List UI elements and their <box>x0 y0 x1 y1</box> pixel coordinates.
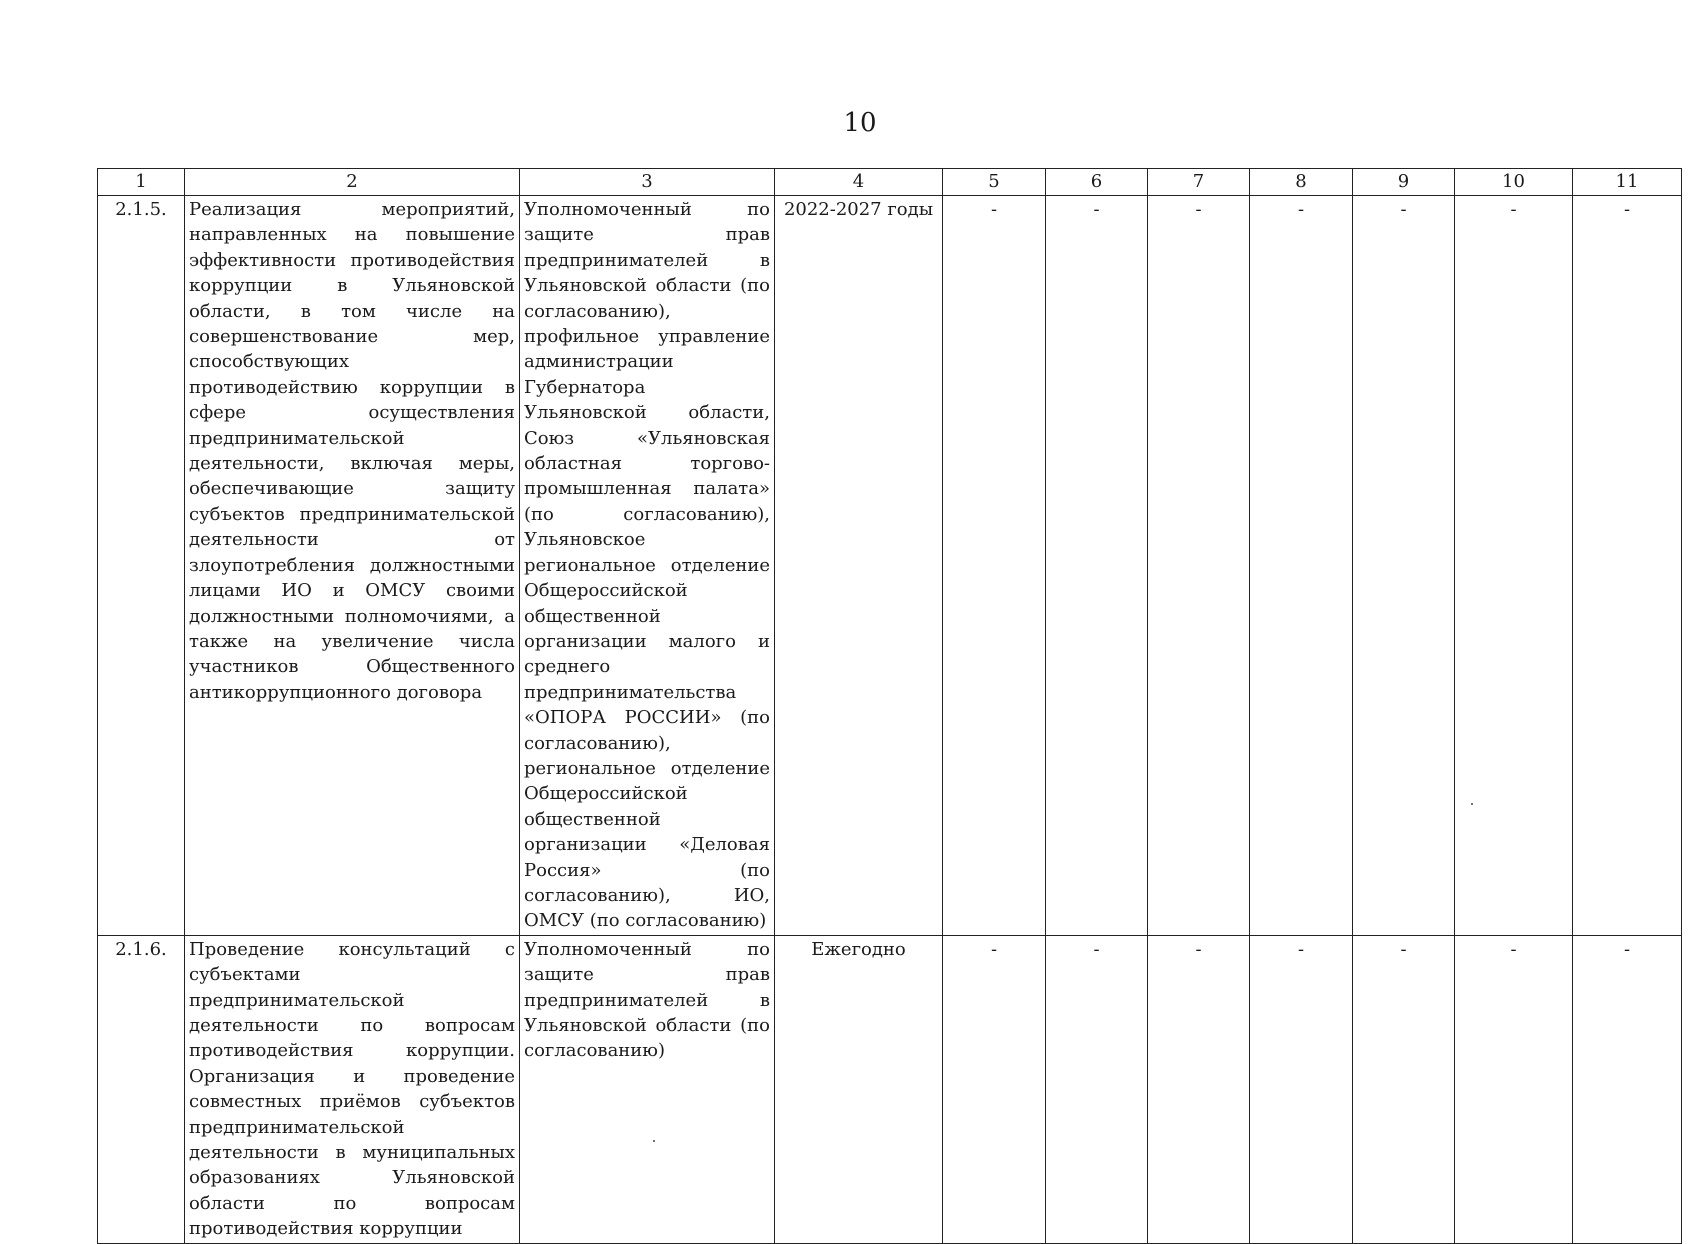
item-value: - <box>943 196 1046 936</box>
column-number: 1 <box>98 169 185 196</box>
column-number: 4 <box>775 169 943 196</box>
column-number: 5 <box>943 169 1046 196</box>
column-number: 7 <box>1148 169 1250 196</box>
item-number: 2.1.6. <box>98 935 185 1243</box>
column-number: 6 <box>1046 169 1148 196</box>
table-row <box>98 935 1682 1243</box>
column-number: 10 <box>1455 169 1573 196</box>
scan-speck <box>653 1140 655 1142</box>
page-number: 10 <box>843 108 877 138</box>
item-description: Проведение консультаций с субъектами предпринимательской деятельности по вопросам противодействия коррупции. Организация и проведение совместных приёмов субъектов предпринимательской деятельности в муниципальных образованиях Ульяновской области по вопросам противодействия коррупции <box>185 935 520 1243</box>
item-responsible: Уполномоченный по защите прав предпринимателей в Ульяновской области (по согласованию), профильное управление администрации Губернатора Ульяновской области, Союз «Ульяновская областная торгово-промышленная палата» (по согласованию), Ульяновское региональное отделение Общероссийской общественной организации малого и среднего предпринимательства «ОПОРА РОССИИ» (по согласованию), региональное отделение Общероссийской общественной организации «Деловая Россия» (по согласованию), ИО, ОМСУ (по согласованию) <box>520 196 775 936</box>
column-number: 2 <box>185 169 520 196</box>
column-number: 8 <box>1250 169 1353 196</box>
item-value: - <box>1455 196 1573 936</box>
item-value: - <box>1573 935 1682 1243</box>
table-row <box>98 196 1682 936</box>
item-term: Ежегодно <box>775 935 943 1243</box>
item-value: - <box>1046 196 1148 936</box>
item-value: - <box>1250 935 1353 1243</box>
item-value: - <box>1148 935 1250 1243</box>
scan-speck <box>1471 803 1473 805</box>
item-value: - <box>943 935 1046 1243</box>
item-value: - <box>1046 935 1148 1243</box>
item-value: - <box>1250 196 1353 936</box>
item-value: - <box>1353 935 1455 1243</box>
item-value: - <box>1455 935 1573 1243</box>
item-number: 2.1.5. <box>98 196 185 936</box>
item-value: - <box>1573 196 1682 936</box>
item-description: Реализация мероприятий, направленных на повышение эффективности противодействия коррупции в Ульяновской области, в том числе на совершенствование мер, способствующих противодействию коррупции в сфере осуществления предпринимательской деятельности, включая меры, обеспечивающие защиту субъектов предпринимательской деятельности от злоупотребления должностными лицами ИО и ОМСУ своими должностными полномочиями, а также на увеличение числа участников Общественного антикоррупционного договора <box>185 196 520 936</box>
item-term: 2022-2027 годы <box>775 196 943 936</box>
item-responsible: Уполномоченный по защите прав предпринимателей в Ульяновской области (по согласованию) <box>520 935 775 1243</box>
column-number: 11 <box>1573 169 1682 196</box>
column-number: 3 <box>520 169 775 196</box>
item-value: - <box>1148 196 1250 936</box>
column-number-row <box>98 169 1682 196</box>
column-number: 9 <box>1353 169 1455 196</box>
action-plan-table <box>97 168 1682 1244</box>
item-value: - <box>1353 196 1455 936</box>
